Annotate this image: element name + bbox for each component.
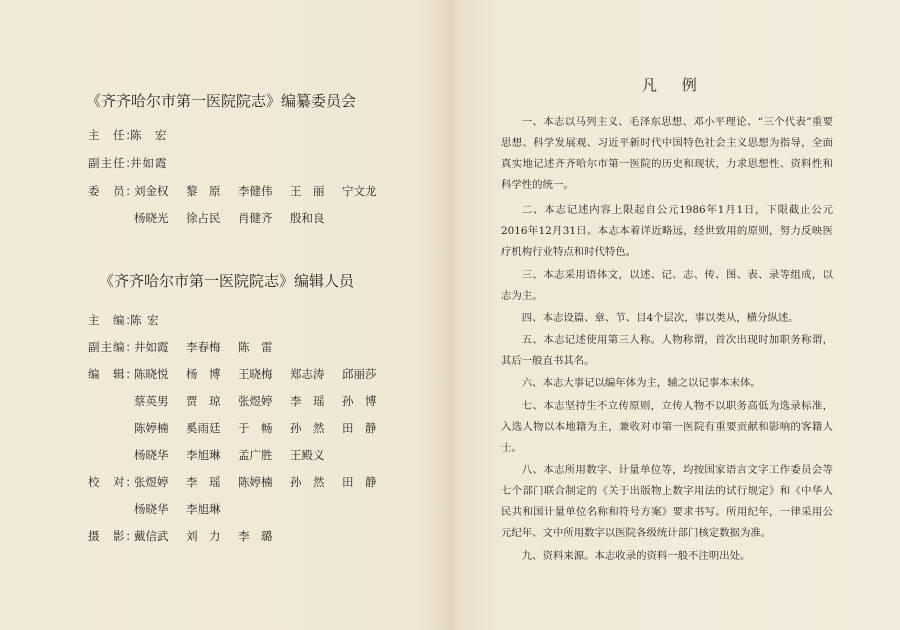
fanli-paragraph: 五、本志记述使用第三人称。人物称谓，首次出现时加职务称谓，其后一般直书其名。 [501,334,833,367]
committee-members-label-row [88,183,138,199]
proofreader-name: 田 静 [342,475,377,489]
editors-label: 编 辑： [88,367,138,381]
editor-name: 郑志涛 [290,367,325,381]
chief-editor-label: 主 编： [88,313,138,327]
editors-row [134,420,394,436]
photo-row [134,528,290,544]
fanli-paragraph: 四、本志设篇、章、节、目4个层次，事以类从，横分纵述。 [521,312,799,324]
chief-editor-name: 陈 宏 [130,313,160,327]
editor-name: 于 畅 [238,421,273,435]
member-name: 肖健齐 [238,211,273,225]
fanli-paragraph: 三、本志采用语体文，以述、记、志、传、图、表、录等组成，以志为主。 [501,269,833,302]
deputy-editor-name: 陈 雷 [238,340,273,354]
committee-director-name: 陈 宏 [130,128,168,142]
fanli-paragraph: 七、本志坚持生不立传原则，立传人物不以职务高低为选录标准，入选人物以本地籍为主，兼收对市第一医院有重要贡献和影响的客籍人士。 [501,400,833,454]
photo-label: 摄 影： [88,529,138,543]
editor-name: 王殿义 [290,448,325,462]
editor-name: 贾 琼 [186,394,221,408]
deputy-editor-row [134,339,290,355]
proofreader-name: 杨晓华 [134,502,169,516]
editor-name: 田 静 [342,421,377,435]
fanli-paragraph: 九、资料来源。本志收录的资料一般不注明出处。 [521,550,751,562]
editor-name: 蔡英男 [134,394,169,408]
editor-name: 奚雨廷 [186,421,221,435]
photographer-name: 李 璐 [238,529,273,543]
committee-title: 《齐齐哈尔市第一医院院志》编纂委员会 [86,92,357,110]
editor-name: 陈晓悦 [134,367,169,381]
editor-name: 孟广胜 [238,448,273,462]
editor-name: 杨晓华 [134,448,169,462]
editor-name: 李 瑶 [290,394,325,408]
fanli-paragraph: 六、本志大事记以编年体为主，辅之以记事本末体。 [521,377,761,389]
committee-members-label: 委 员： [88,184,138,198]
deputy-editor-label: 副主编： [88,340,138,354]
photographer-name: 刘 力 [186,529,221,543]
member-name: 殷和良 [290,211,325,225]
committee-deputy-name: 井如霞 [130,156,168,170]
editors-title: 《齐齐哈尔市第一医院院志》编辑人员 [99,272,355,290]
editor-name: 杨 博 [186,367,221,381]
fanli-title: 凡 例 [642,76,707,94]
proofreader-name: 陈婷楠 [238,475,273,489]
member-name: 黎 原 [186,184,221,198]
editors-row [134,393,394,409]
committee-deputy-row [88,155,168,171]
member-name: 李健伟 [238,184,273,198]
committee-director-label: 主 任： [88,128,138,142]
committee-members-row [134,183,394,199]
editor-name: 孙 博 [342,394,377,408]
fanli-paragraph: 一、本志以马列主义、毛泽东思想、邓小平理论、“三个代表”重要思想、科学发展观、习近平新时代中国特色社会主义思想为指导，全面真实地记述齐齐哈尔市第一医院的历史和现状，力求思想性、资料性和科学性的统一。 [501,116,833,191]
proof-label: 校 对： [88,475,138,489]
member-name: 宁文龙 [342,184,377,198]
committee-director-row [88,127,168,143]
editors-label-row [88,366,138,382]
proofreader-name: 李旭琳 [186,502,221,516]
fanli-paragraph: 二、本志记述内容上限起自公元1986年1月1日，下限截止公元2016年12月31日。本志本着详近略远，经世致用的原则，努力反映医疗机构行业特点和时代特色。 [501,204,833,258]
member-name: 徐占民 [186,211,221,225]
proof-row [134,501,238,517]
member-name: 杨晓光 [134,211,169,225]
committee-deputy-label: 副主任： [88,156,138,170]
editor-name: 孙 然 [290,421,325,435]
fanli-paragraph: 八、本志所用数字、计量单位等，均按国家语言文字工作委员会等七个部门联合制定的《关于出版物上数字用法的试行规定》和《中华人民共和国计量单位名称和符号方案》要求书写。所用纪年，一律采用公元纪年、文中所用数字以医院各级统计部门核定数据为准。 [501,464,833,539]
proofreader-name: 张煜婷 [134,475,169,489]
proofreader-name: 孙 然 [290,475,325,489]
proof-label-row [88,474,138,490]
editor-name: 李旭琳 [186,448,221,462]
editor-name: 王晓梅 [238,367,273,381]
editor-name: 张煜婷 [238,394,273,408]
editor-name: 陈婷楠 [134,421,169,435]
chief-editor-row [88,312,160,328]
photo-label-row [88,528,138,544]
deputy-editor-name: 李春梅 [186,340,221,354]
editor-name: 邱丽莎 [342,367,377,381]
proof-row [134,474,394,490]
proofreader-name: 李 瑶 [186,475,221,489]
deputy-editor-label-row [88,339,138,355]
deputy-editor-name: 井如霞 [134,340,169,354]
editors-row [134,366,394,382]
photographer-name: 戴信武 [134,529,169,543]
member-name: 刘金权 [134,184,169,198]
committee-members-row [134,210,342,226]
member-name: 王 丽 [290,184,325,198]
editors-row [134,447,342,463]
